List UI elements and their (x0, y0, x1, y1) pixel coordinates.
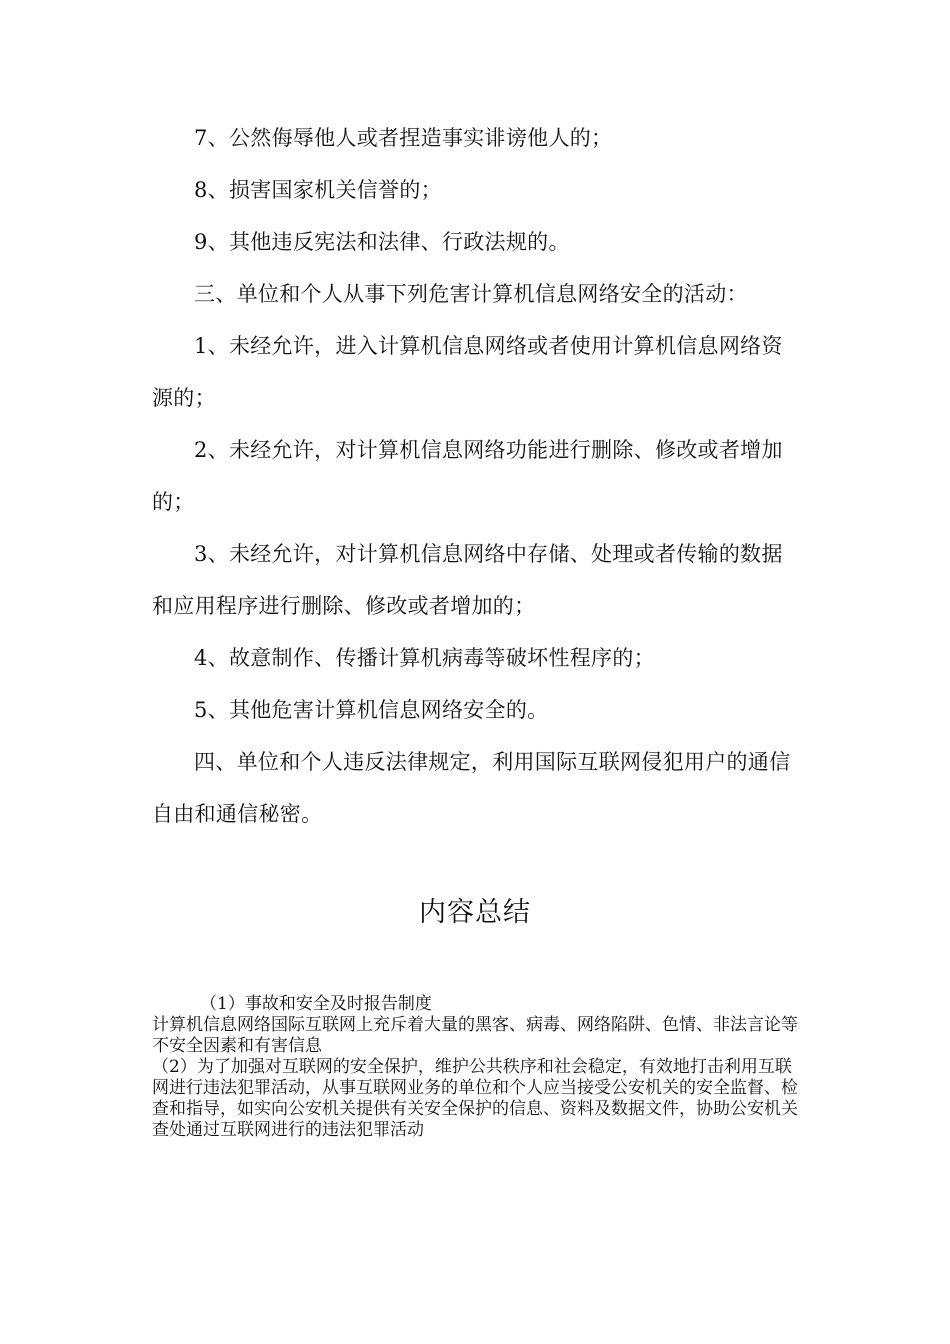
section-heading-3: 三、单位和个人从事下列危害计算机信息网络安全的活动： (194, 282, 748, 306)
summary-title: 内容总结 (419, 897, 531, 928)
paragraph-item-3: 3、未经允许，对计算机信息网络中存储、处理或者传输的数据和应用程序进行删除、修改或者增加的； (152, 542, 783, 618)
summary-line-2: 计算机信息网络国际互联网上充斥着大量的黑客、病毒、网络陷阱、色情、非法言论等不安全因素和有害信息 (152, 1015, 798, 1056)
paragraph-item-9: 9、其他违反宪法和法律、行政法规的。 (194, 230, 570, 254)
paragraph-item-2: 2、未经允许，对计算机信息网络功能进行删除、修改或者增加的； (152, 438, 783, 514)
paragraph-item-7: 7、公然侮辱他人或者捏造事实诽谤他人的； (194, 126, 613, 150)
paragraph-item-1: 1、未经允许，进入计算机信息网络或者使用计算机信息网络资源的； (152, 334, 783, 410)
summary-line-1: （1）事故和安全及时报告制度 (200, 994, 432, 1014)
section-heading-4: 四、单位和个人违反法律规定，利用国际互联网侵犯用户的通信自由和通信秘密。 (152, 750, 791, 826)
summary-line-3: （2）为了加强对互联网的安全保护，维护公共秩序和社会稳定，有效地打击利用互联网进行违法犯罪活动，从事互联网业务的单位和个人应当接受公安机关的安全监督、检查和指导，如实向公安机关提供有关安全保护的信息、资料及数据文件，协助公安机关查处通过互联网进行的违法犯罪活动 (152, 1057, 798, 1140)
paragraph-item-5: 5、其他危害计算机信息网络安全的。 (194, 698, 549, 722)
summary-block (152, 994, 802, 1141)
paragraph-item-4: 4、故意制作、传播计算机病毒等破坏性程序的； (194, 646, 655, 670)
paragraph-item-8: 8、损害国家机关信誉的； (194, 178, 442, 202)
